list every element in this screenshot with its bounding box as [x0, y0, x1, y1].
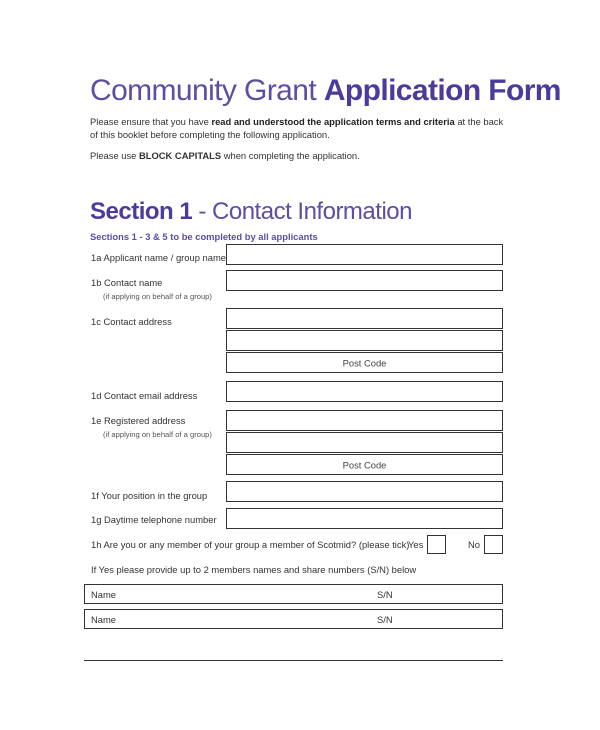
- no-label: No: [468, 539, 480, 550]
- registered-postcode-label: Post Code: [342, 459, 387, 470]
- label-contact-email: 1d Contact email address: [91, 390, 198, 401]
- contact-address-line2[interactable]: [226, 330, 503, 351]
- label-telephone: 1g Daytime telephone number: [91, 514, 217, 525]
- label-registered-address: 1e Registered address: [91, 415, 186, 426]
- page-title: [90, 74, 561, 108]
- intro-part3: at the back of this booklet before completing the following application.: [90, 116, 504, 140]
- telephone-field[interactable]: [226, 508, 503, 529]
- label-contact-address: 1c Contact address: [91, 316, 172, 327]
- contact-address-line1[interactable]: [226, 308, 503, 329]
- contact-email-field[interactable]: [226, 381, 503, 402]
- section-title-rest: - Contact Information: [192, 198, 412, 225]
- intro-part2: read and understood the application terms and criteria: [211, 116, 455, 127]
- label-applicant-name: 1a Applicant name / group name: [91, 252, 226, 263]
- title-light: Community Grant: [90, 74, 324, 107]
- contact-name-field[interactable]: [226, 270, 503, 291]
- label-contact-name: 1b Contact name: [91, 277, 163, 288]
- contact-postcode-field[interactable]: [226, 352, 503, 373]
- section-note: Sections 1 - 3 & 5 to be completed by all applicants: [90, 231, 318, 242]
- member-name-label: Name: [91, 614, 117, 625]
- yes-label: Yes: [408, 539, 424, 550]
- member-name-label: Name: [91, 589, 117, 600]
- no-checkbox[interactable]: [484, 535, 503, 554]
- member-sn-label: S/N: [377, 614, 393, 625]
- caps-instruction: [90, 150, 360, 161]
- section-title-bold: Section 1: [90, 198, 193, 225]
- position-field[interactable]: [226, 481, 503, 502]
- applicant-name-field[interactable]: [226, 244, 503, 265]
- registered-address-line1[interactable]: [226, 410, 503, 431]
- title-bold: Application Form: [323, 74, 561, 107]
- intro-text: [90, 115, 510, 141]
- label-scotmid-member: 1h Are you or any member of your group a member of Scotmid? (please tick): [91, 539, 410, 550]
- member-sn-label: S/N: [377, 589, 393, 600]
- member-row[interactable]: [84, 584, 503, 604]
- intro-part1: Please ensure that you have: [90, 116, 212, 127]
- yes-checkbox[interactable]: [427, 535, 446, 554]
- registered-postcode-field[interactable]: [226, 454, 503, 475]
- section-title: [90, 198, 412, 226]
- caps-part1: Please use: [90, 150, 139, 161]
- bottom-divider: [84, 660, 503, 661]
- postcode-label: Post Code: [342, 357, 387, 368]
- label-registered-address-sub: (if applying on behalf of a group): [103, 430, 212, 439]
- label-contact-name-sub: (if applying on behalf of a group): [103, 292, 212, 301]
- caps-bold: BLOCK CAPITALS: [139, 150, 222, 161]
- registered-address-line2[interactable]: [226, 432, 503, 453]
- label-position: 1f Your position in the group: [91, 490, 208, 501]
- member-row[interactable]: [84, 609, 503, 629]
- members-prompt: If Yes please provide up to 2 members names and share numbers (S/N) below: [91, 564, 417, 575]
- caps-part2: when completing the application.: [221, 150, 360, 161]
